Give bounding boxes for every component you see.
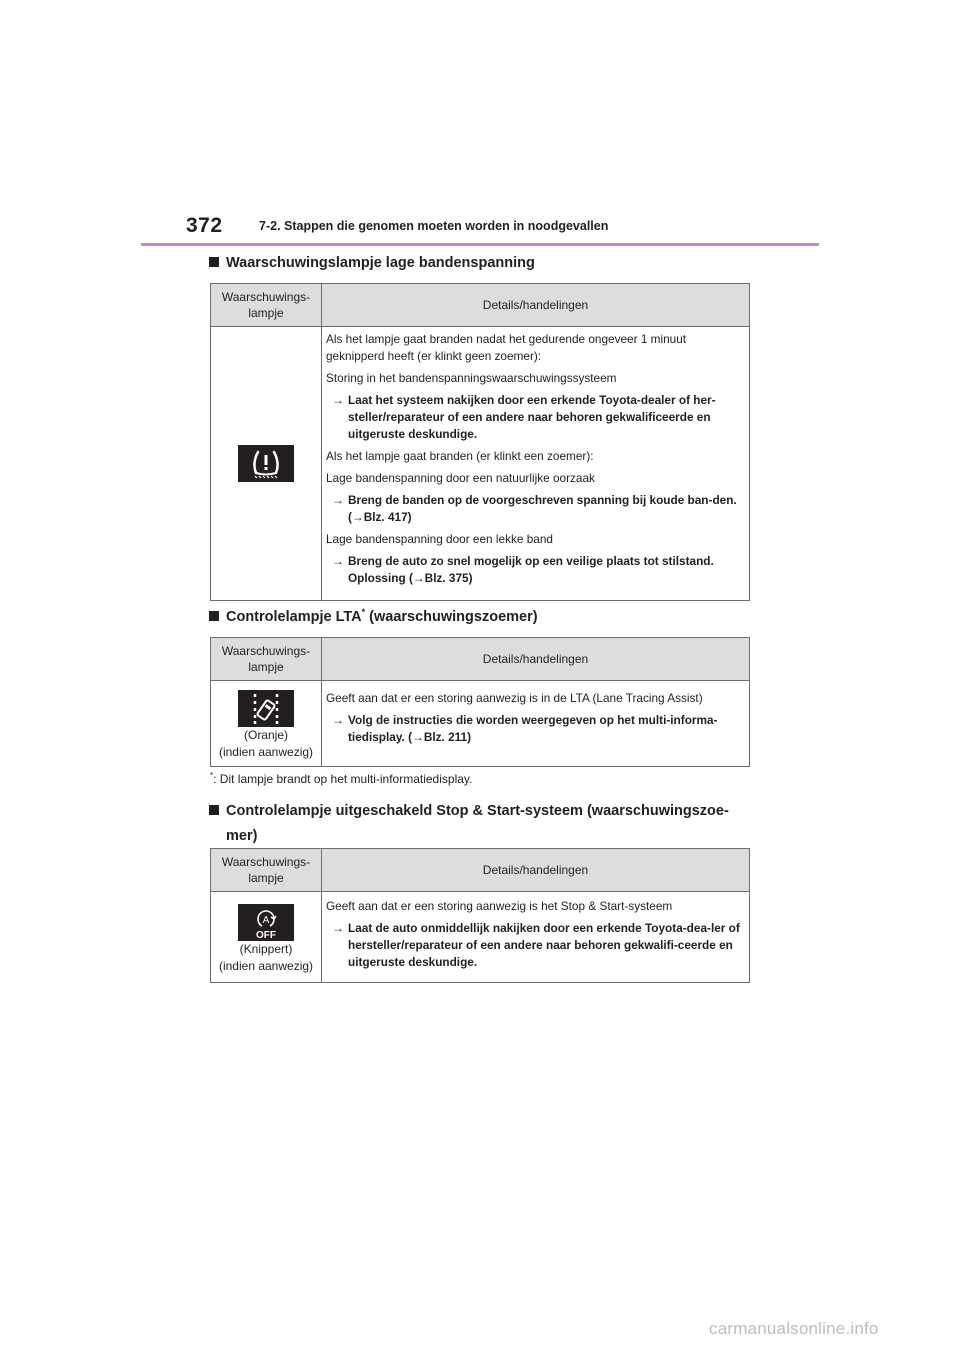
column-header-details: Details/handelingen bbox=[322, 638, 750, 681]
stop-start-off-icon bbox=[238, 904, 294, 941]
warning-table-stop-start bbox=[210, 848, 750, 983]
cause-text: Lage bandenspanning door een lekke band bbox=[326, 532, 553, 546]
tire-pressure-warning-icon bbox=[238, 445, 294, 482]
arrow-icon: → bbox=[332, 554, 344, 568]
details-cell bbox=[322, 327, 750, 601]
column-header-lamp: Waarschuwings- lampje bbox=[211, 284, 322, 327]
action-item: → Breng de auto zo snel mogelijk op een veilige plaats tot stilstand. Oplossing (→Blz. 375) bbox=[326, 553, 743, 587]
lamp-caption-availability: (indien aanwezig) bbox=[218, 958, 314, 973]
section-bullet bbox=[209, 611, 219, 621]
action-item: → Laat het systeem nakijken door een erkende Toyota-dealer of her-steller/reparateur of een andere naar behoren gekwalificeerde en uitgeruste deskundige. bbox=[326, 392, 743, 443]
running-title: 7-2. Stappen die genomen moeten worden in noodgevallen bbox=[259, 219, 609, 233]
section-heading-stop-start bbox=[209, 799, 769, 849]
section-heading-text: Waarschuwingslampje lage bandenspanning bbox=[226, 255, 535, 271]
action-item: → Laat de auto onmiddellijk nakijken door een erkende Toyota-dea-ler of hersteller/reparateur of een andere naar behoren gekwalifi-ceerde en uitgeruste deskundige. bbox=[326, 920, 743, 971]
lamp-cell bbox=[211, 892, 322, 983]
section-heading-suffix: (waarschuwingszoemer) bbox=[365, 609, 538, 625]
condition-text: Geeft aan dat er een storing aanwezig is het Stop & Start-systeem bbox=[326, 899, 673, 913]
section-bullet bbox=[209, 805, 219, 815]
section-heading-text: Controlelampje LTA bbox=[226, 609, 362, 625]
footnote-text: : Dit lampje brandt op het multi-informatiedisplay. bbox=[213, 772, 473, 786]
stop-start-letter: A bbox=[262, 914, 270, 926]
footnote-mark: * bbox=[210, 771, 214, 780]
cause-text: Storing in het bandenspanningswaarschuwingssysteem bbox=[326, 371, 617, 385]
condition-text: Geeft aan dat er een storing aanwezig is in de LTA (Lane Tracing Assist) bbox=[326, 691, 703, 705]
arrow-icon: → bbox=[332, 921, 344, 935]
lamp-caption-state: (Knippert) bbox=[239, 941, 293, 956]
footnote bbox=[210, 772, 472, 786]
details-cell bbox=[322, 681, 750, 767]
condition-text: Als het lampje gaat branden nadat het gedurende ongeveer 1 minuut geknipperd heeft (er klinkt geen zoemer): bbox=[326, 332, 687, 363]
section-heading-tire-pressure bbox=[209, 251, 769, 276]
action-item: → Breng de banden op de voorgeschreven spanning bij koude ban-den. (→Blz. 417) bbox=[326, 492, 743, 526]
arrow-icon: → bbox=[332, 493, 344, 507]
lamp-cell bbox=[211, 327, 322, 601]
lamp-cell bbox=[211, 681, 322, 767]
action-item: → Volg de instructies die worden weergegeven op het multi-informa-tiedisplay. (→Blz. 211) bbox=[326, 712, 743, 746]
condition-text: Als het lampje gaat branden (er klinkt een zoemer): bbox=[326, 449, 594, 463]
section-heading-lta bbox=[209, 605, 769, 630]
lane-tracing-assist-icon bbox=[238, 690, 294, 727]
warning-table-tire-pressure bbox=[210, 283, 750, 601]
section-bullet bbox=[209, 257, 219, 267]
lamp-caption-availability: (indien aanwezig) bbox=[218, 745, 314, 759]
arrow-icon: → bbox=[332, 393, 344, 407]
section-heading-continuation: mer) bbox=[226, 828, 258, 844]
cause-text: Lage bandenspanning door een natuurlijke oorzaak bbox=[326, 471, 595, 485]
stop-start-off-label: OFF bbox=[256, 929, 276, 941]
column-header-lamp: Waarschuwings- lampje bbox=[211, 638, 322, 681]
footnote-mark: * bbox=[361, 607, 366, 617]
watermark: carmanualsonline.info bbox=[709, 1319, 879, 1338]
column-header-details: Details/handelingen bbox=[322, 849, 750, 892]
arrow-icon: → bbox=[332, 713, 344, 727]
column-header-lamp: Waarschuwings- lampje bbox=[211, 849, 322, 892]
header-rule bbox=[141, 243, 819, 246]
warning-table-lta bbox=[210, 637, 750, 767]
section-heading-text: Controlelampje uitgeschakeld Stop & Start-systeem (waarschuwingszoe- bbox=[226, 803, 729, 819]
lamp-caption-color: (Oranje) bbox=[243, 728, 288, 742]
details-cell bbox=[322, 892, 750, 983]
page-number: 372 bbox=[186, 214, 223, 237]
column-header-details: Details/handelingen bbox=[322, 284, 750, 327]
